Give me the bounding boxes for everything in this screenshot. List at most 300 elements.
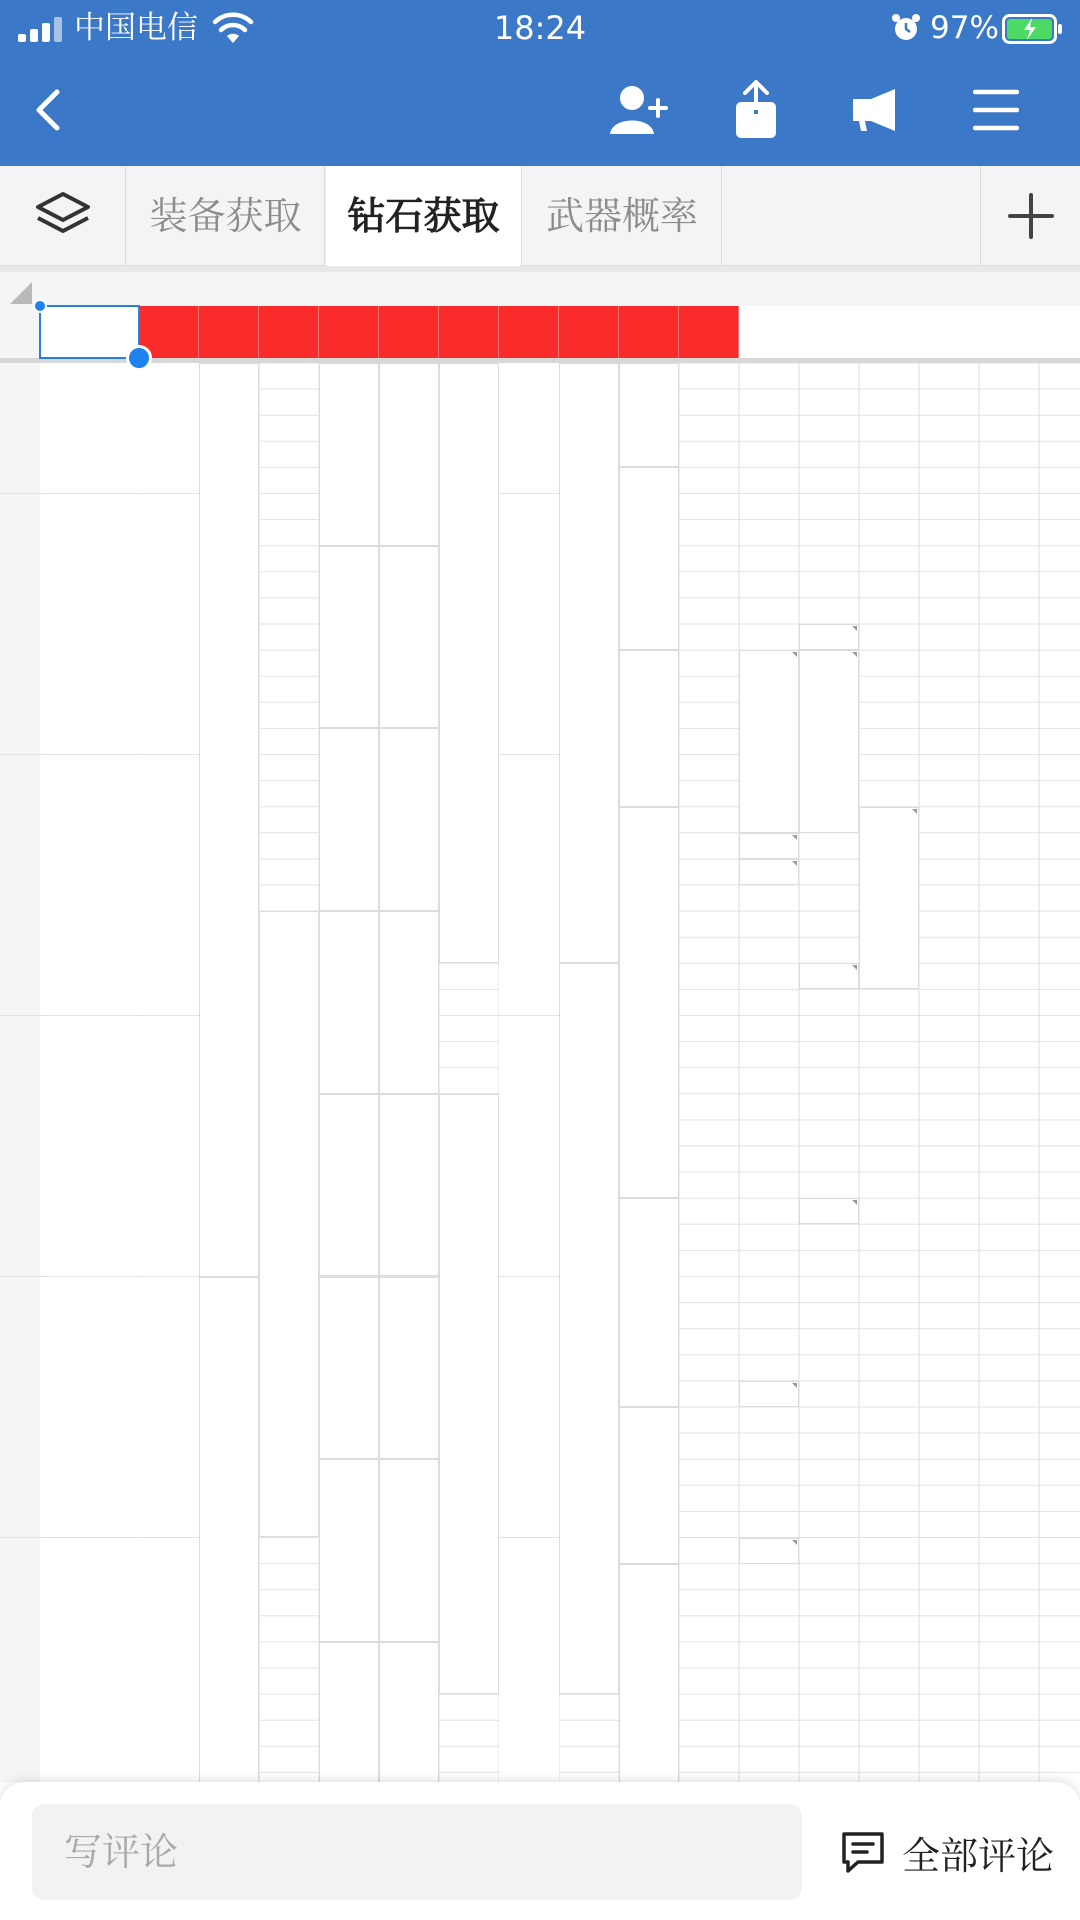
date-cell[interactable] (40, 911, 139, 937)
date-cell[interactable] (40, 1772, 139, 1782)
daily-cell[interactable] (139, 1746, 199, 1772)
row-header-6[interactable] (0, 467, 40, 493)
daily-cell[interactable] (139, 1277, 199, 1303)
column-header-h[interactable] (499, 272, 559, 306)
date-cell[interactable] (40, 963, 139, 989)
date-cell[interactable] (40, 1485, 139, 1511)
date-cell[interactable] (40, 520, 139, 546)
date-cell[interactable] (40, 363, 139, 389)
daily-cell[interactable] (139, 807, 199, 833)
add-collaborator-button[interactable] (600, 72, 680, 148)
daily-cell[interactable] (139, 1224, 199, 1250)
glory-battle-cell[interactable] (499, 1329, 559, 1355)
header-cell-f[interactable] (379, 306, 439, 358)
header-cell-g[interactable] (439, 306, 499, 358)
daily-cell[interactable] (139, 989, 199, 1015)
glory-battle-cell[interactable] (499, 1172, 559, 1198)
glory-battle-cell[interactable] (499, 1277, 559, 1303)
merged-cell-j[interactable] (619, 1407, 679, 1564)
date-cell[interactable] (40, 1381, 139, 1407)
header-cell-k[interactable] (679, 306, 739, 358)
date-cell[interactable] (40, 1277, 139, 1303)
merged-cell-c[interactable] (199, 1277, 259, 1783)
row-header-33[interactable] (0, 1172, 40, 1198)
date-cell[interactable] (40, 1433, 139, 1459)
row-header-1[interactable] (0, 306, 40, 358)
row-header-7[interactable] (0, 494, 40, 520)
column-header-d[interactable] (259, 272, 319, 306)
row-header-28[interactable] (0, 1042, 40, 1068)
date-cell[interactable] (40, 598, 139, 624)
date-cell[interactable] (40, 494, 139, 520)
date-cell[interactable] (40, 1224, 139, 1250)
column-header-m[interactable] (799, 272, 859, 306)
merged-cell-e[interactable] (319, 728, 379, 911)
daily-cell[interactable] (139, 546, 199, 572)
glory-battle-cell[interactable] (499, 702, 559, 728)
column-header-a[interactable] (40, 272, 139, 306)
row-header-3[interactable] (0, 389, 40, 415)
glory-battle-cell[interactable] (499, 494, 559, 520)
date-cell[interactable] (40, 1094, 139, 1120)
row-header-30[interactable] (0, 1094, 40, 1120)
merged-cell-e[interactable] (319, 911, 379, 1094)
daily-cell[interactable] (139, 1120, 199, 1146)
glory-battle-cell[interactable] (499, 1694, 559, 1720)
merged-cell-g[interactable] (439, 1094, 499, 1694)
glory-battle-cell[interactable] (499, 1642, 559, 1668)
row-header-42[interactable] (0, 1407, 40, 1433)
glory-battle-cell[interactable] (499, 1511, 559, 1537)
header-cell-m[interactable] (799, 306, 859, 358)
daily-cell[interactable] (139, 1485, 199, 1511)
merged-cell-f[interactable] (379, 1277, 439, 1460)
row-header-44[interactable] (0, 1459, 40, 1485)
daily-cell[interactable] (139, 702, 199, 728)
daily-cell[interactable] (139, 676, 199, 702)
glory-battle-cell[interactable] (499, 1068, 559, 1094)
daily-cell[interactable] (139, 1172, 199, 1198)
merged-cell-i[interactable] (559, 363, 619, 963)
merged-cell-l[interactable] (739, 859, 799, 885)
date-cell[interactable] (40, 1016, 139, 1042)
column-header-p[interactable] (979, 272, 1039, 306)
date-cell[interactable] (40, 650, 139, 676)
header-cell-q[interactable] (1039, 306, 1080, 358)
row-header-9[interactable] (0, 546, 40, 572)
daily-cell[interactable] (139, 1198, 199, 1224)
daily-cell[interactable] (139, 1459, 199, 1485)
date-cell[interactable] (40, 624, 139, 650)
date-cell[interactable] (40, 1459, 139, 1485)
row-header-51[interactable] (0, 1642, 40, 1668)
merged-cell-e[interactable] (319, 1094, 379, 1277)
merged-cell-e[interactable] (319, 363, 379, 546)
daily-cell[interactable] (139, 624, 199, 650)
row-header-35[interactable] (0, 1224, 40, 1250)
date-cell[interactable] (40, 833, 139, 859)
glory-battle-cell[interactable] (499, 598, 559, 624)
daily-cell[interactable] (139, 911, 199, 937)
daily-cell[interactable] (139, 859, 199, 885)
row-header-5[interactable] (0, 441, 40, 467)
date-cell[interactable] (40, 467, 139, 493)
glory-battle-cell[interactable] (499, 807, 559, 833)
column-header-c[interactable] (199, 272, 259, 306)
glory-battle-cell[interactable] (499, 755, 559, 781)
merged-cell-j[interactable] (619, 363, 679, 467)
glory-battle-cell[interactable] (499, 1224, 559, 1250)
merged-cell-e[interactable] (319, 1459, 379, 1642)
daily-cell[interactable] (139, 781, 199, 807)
row-header-21[interactable] (0, 859, 40, 885)
row-header-15[interactable] (0, 702, 40, 728)
glory-battle-cell[interactable] (499, 624, 559, 650)
daily-cell[interactable] (139, 1720, 199, 1746)
daily-cell[interactable] (139, 467, 199, 493)
row-header-39[interactable] (0, 1329, 40, 1355)
date-cell[interactable] (40, 1746, 139, 1772)
row-header-17[interactable] (0, 755, 40, 781)
date-cell[interactable] (40, 1329, 139, 1355)
row-header-16[interactable] (0, 728, 40, 754)
date-cell[interactable] (40, 885, 139, 911)
tab-diamond-active[interactable]: 钻石获取 (326, 166, 522, 266)
date-cell[interactable] (40, 807, 139, 833)
daily-cell[interactable] (139, 1433, 199, 1459)
merged-cell-f[interactable] (379, 1094, 439, 1277)
date-cell[interactable] (40, 989, 139, 1015)
daily-cell[interactable] (139, 1303, 199, 1329)
merged-cell-l[interactable] (739, 650, 799, 833)
glory-battle-cell[interactable] (499, 937, 559, 963)
glory-battle-cell[interactable] (499, 1459, 559, 1485)
sheet-list-button[interactable] (0, 166, 126, 266)
daily-cell[interactable] (139, 1538, 199, 1564)
header-cell-d[interactable] (259, 306, 319, 358)
glory-battle-cell[interactable] (499, 1250, 559, 1276)
daily-cell[interactable] (139, 728, 199, 754)
menu-button[interactable] (956, 72, 1036, 148)
merged-cell-n[interactable] (859, 807, 919, 990)
daily-cell[interactable] (139, 520, 199, 546)
glory-battle-cell[interactable] (499, 989, 559, 1015)
daily-cell[interactable] (139, 1564, 199, 1590)
date-cell[interactable] (40, 937, 139, 963)
row-header-38[interactable] (0, 1303, 40, 1329)
column-header-i[interactable] (559, 272, 619, 306)
glory-battle-cell[interactable] (499, 1668, 559, 1694)
glory-battle-cell[interactable] (499, 781, 559, 807)
daily-cell[interactable] (139, 650, 199, 676)
row-header-8[interactable] (0, 520, 40, 546)
glory-battle-cell[interactable] (499, 1538, 559, 1564)
glory-battle-cell[interactable] (499, 1146, 559, 1172)
merged-cell-j[interactable] (619, 1564, 679, 1782)
row-header-23[interactable] (0, 911, 40, 937)
header-cell-l[interactable] (739, 306, 799, 358)
share-button[interactable] (716, 72, 796, 148)
column-header-n[interactable] (859, 272, 919, 306)
row-header-31[interactable] (0, 1120, 40, 1146)
row-header-53[interactable] (0, 1694, 40, 1720)
daily-cell[interactable] (139, 963, 199, 989)
daily-cell[interactable] (139, 1668, 199, 1694)
merged-cell-m[interactable] (799, 1198, 859, 1224)
daily-cell[interactable] (139, 1094, 199, 1120)
daily-cell[interactable] (139, 1772, 199, 1782)
merged-cell-m[interactable] (799, 650, 859, 833)
row-header-47[interactable] (0, 1538, 40, 1564)
date-cell[interactable] (40, 702, 139, 728)
glory-battle-cell[interactable] (499, 1564, 559, 1590)
glory-battle-cell[interactable] (499, 728, 559, 754)
merged-cell-c[interactable] (199, 363, 259, 1277)
merged-cell-i[interactable] (559, 963, 619, 1694)
merged-cell-f[interactable] (379, 1642, 439, 1782)
row-header-29[interactable] (0, 1068, 40, 1094)
date-cell[interactable] (40, 1642, 139, 1668)
daily-cell[interactable] (139, 1042, 199, 1068)
glory-battle-cell[interactable] (499, 389, 559, 415)
glory-battle-cell[interactable] (499, 963, 559, 989)
row-header-37[interactable] (0, 1277, 40, 1303)
row-header-36[interactable] (0, 1250, 40, 1276)
glory-battle-cell[interactable] (499, 1120, 559, 1146)
daily-cell[interactable] (139, 1146, 199, 1172)
merged-cell-f[interactable] (379, 546, 439, 729)
date-cell[interactable] (40, 1355, 139, 1381)
column-header-k[interactable] (679, 272, 739, 306)
daily-cell[interactable] (139, 1694, 199, 1720)
glory-battle-cell[interactable] (499, 885, 559, 911)
column-header-b[interactable] (139, 272, 199, 306)
merged-cell-f[interactable] (379, 911, 439, 1094)
merged-cell-f[interactable] (379, 728, 439, 911)
column-header-l[interactable] (739, 272, 799, 306)
row-header-32[interactable] (0, 1146, 40, 1172)
header-cell-o[interactable] (919, 306, 979, 358)
row-header-11[interactable] (0, 598, 40, 624)
glory-battle-cell[interactable] (499, 650, 559, 676)
date-cell[interactable] (40, 1564, 139, 1590)
column-header-q[interactable] (1039, 272, 1080, 306)
glory-battle-cell[interactable] (499, 676, 559, 702)
announcement-button[interactable] (836, 72, 916, 148)
row-header-34[interactable] (0, 1198, 40, 1224)
merged-cell-l[interactable] (739, 833, 799, 859)
date-cell[interactable] (40, 415, 139, 441)
date-cell[interactable] (40, 781, 139, 807)
merged-cell-g[interactable] (439, 363, 499, 963)
header-cell-i[interactable] (559, 306, 619, 358)
tab-equipment[interactable]: 装备获取 (127, 166, 325, 266)
glory-battle-cell[interactable] (499, 859, 559, 885)
glory-battle-cell[interactable] (499, 1616, 559, 1642)
merged-cell-l[interactable] (739, 1381, 799, 1407)
date-cell[interactable] (40, 1538, 139, 1564)
glory-battle-cell[interactable] (499, 1355, 559, 1381)
header-cell-c[interactable] (199, 306, 259, 358)
daily-cell[interactable] (139, 1329, 199, 1355)
daily-cell[interactable] (139, 1355, 199, 1381)
glory-battle-cell[interactable] (499, 1433, 559, 1459)
date-cell[interactable] (40, 1042, 139, 1068)
all-comments-button[interactable] (840, 1804, 1070, 1900)
merged-cell-f[interactable] (379, 1459, 439, 1642)
header-cell-j[interactable] (619, 306, 679, 358)
tab-weapon-rate[interactable]: 武器概率 (523, 166, 722, 266)
column-header-e[interactable] (319, 272, 379, 306)
header-cell-p[interactable] (979, 306, 1039, 358)
daily-cell[interactable] (139, 389, 199, 415)
daily-cell[interactable] (139, 937, 199, 963)
date-cell[interactable] (40, 572, 139, 598)
row-header-49[interactable] (0, 1590, 40, 1616)
date-cell[interactable] (40, 1146, 139, 1172)
row-header-54[interactable] (0, 1720, 40, 1746)
glory-battle-cell[interactable] (499, 1198, 559, 1224)
date-cell[interactable] (40, 389, 139, 415)
merged-cell-e[interactable] (319, 546, 379, 729)
row-header-14[interactable] (0, 676, 40, 702)
daily-cell[interactable] (139, 1590, 199, 1616)
merged-cell-e[interactable] (319, 1277, 379, 1460)
glory-battle-cell[interactable] (499, 1303, 559, 1329)
daily-cell[interactable] (139, 1381, 199, 1407)
glory-battle-cell[interactable] (499, 1746, 559, 1772)
date-cell[interactable] (40, 1172, 139, 1198)
glory-battle-cell[interactable] (499, 1381, 559, 1407)
daily-cell[interactable] (139, 1616, 199, 1642)
row-header-20[interactable] (0, 833, 40, 859)
glory-battle-cell[interactable] (499, 1016, 559, 1042)
daily-cell[interactable] (139, 755, 199, 781)
merged-cell-d[interactable] (259, 911, 319, 1537)
date-cell[interactable] (40, 1407, 139, 1433)
glory-battle-cell[interactable] (499, 1485, 559, 1511)
glory-battle-cell[interactable] (499, 911, 559, 937)
date-cell[interactable] (40, 1720, 139, 1746)
daily-cell[interactable] (139, 833, 199, 859)
header-cell-h[interactable] (499, 306, 559, 358)
row-header-43[interactable] (0, 1433, 40, 1459)
comment-input[interactable]: 写评论 (32, 1804, 802, 1900)
date-cell[interactable] (40, 1668, 139, 1694)
date-cell[interactable] (40, 1198, 139, 1224)
merged-cell-j[interactable] (619, 1198, 679, 1407)
row-header-4[interactable] (0, 415, 40, 441)
glory-battle-cell[interactable] (499, 467, 559, 493)
glory-battle-cell[interactable] (499, 415, 559, 441)
row-header-26[interactable] (0, 989, 40, 1015)
row-header-52[interactable] (0, 1668, 40, 1694)
header-cell-n[interactable] (859, 306, 919, 358)
row-header-40[interactable] (0, 1355, 40, 1381)
glory-battle-cell[interactable] (499, 363, 559, 389)
glory-battle-cell[interactable] (499, 1720, 559, 1746)
daily-cell[interactable] (139, 885, 199, 911)
spreadsheet-viewport[interactable] (0, 272, 1080, 1782)
merged-cell-m[interactable] (799, 624, 859, 650)
merged-cell-f[interactable] (379, 363, 439, 546)
column-header-g[interactable] (439, 272, 499, 306)
row-header-2[interactable] (0, 363, 40, 389)
daily-cell[interactable] (139, 572, 199, 598)
header-cell-e[interactable] (319, 306, 379, 358)
glory-battle-cell[interactable] (499, 1094, 559, 1120)
add-sheet-button[interactable] (980, 166, 1080, 266)
date-cell[interactable] (40, 1616, 139, 1642)
column-header-f[interactable] (379, 272, 439, 306)
column-header-o[interactable] (919, 272, 979, 306)
date-cell[interactable] (40, 1511, 139, 1537)
merged-cell-j[interactable] (619, 650, 679, 807)
daily-cell[interactable] (139, 1642, 199, 1668)
row-header-10[interactable] (0, 572, 40, 598)
glory-battle-cell[interactable] (499, 1042, 559, 1068)
daily-cell[interactable] (139, 1016, 199, 1042)
daily-cell[interactable] (139, 598, 199, 624)
glory-battle-cell[interactable] (499, 572, 559, 598)
merged-cell-j[interactable] (619, 807, 679, 1199)
daily-cell[interactable] (139, 415, 199, 441)
glory-battle-cell[interactable] (499, 1772, 559, 1782)
date-cell[interactable] (40, 755, 139, 781)
date-cell[interactable] (40, 1694, 139, 1720)
row-header-50[interactable] (0, 1616, 40, 1642)
selection-handle-bottom[interactable] (126, 345, 152, 371)
selection-handle-top[interactable] (33, 299, 47, 313)
row-header-56[interactable] (0, 1772, 40, 1782)
glory-battle-cell[interactable] (499, 1590, 559, 1616)
date-cell[interactable] (40, 1590, 139, 1616)
glory-battle-cell[interactable] (499, 1407, 559, 1433)
glory-battle-cell[interactable] (499, 833, 559, 859)
merged-cell-j[interactable] (619, 467, 679, 650)
daily-cell[interactable] (139, 1068, 199, 1094)
date-cell[interactable] (40, 546, 139, 572)
merged-cell-e[interactable] (319, 1642, 379, 1782)
row-header-24[interactable] (0, 937, 40, 963)
date-cell[interactable] (40, 1303, 139, 1329)
row-header-41[interactable] (0, 1381, 40, 1407)
date-cell[interactable] (40, 728, 139, 754)
row-header-45[interactable] (0, 1485, 40, 1511)
daily-cell[interactable] (139, 1407, 199, 1433)
glory-battle-cell[interactable] (499, 441, 559, 467)
merged-cell-l[interactable] (739, 1538, 799, 1564)
row-header-18[interactable] (0, 781, 40, 807)
row-header-19[interactable] (0, 807, 40, 833)
row-header-46[interactable] (0, 1511, 40, 1537)
row-header-27[interactable] (0, 1016, 40, 1042)
date-cell[interactable] (40, 441, 139, 467)
daily-cell[interactable] (139, 494, 199, 520)
column-header-j[interactable] (619, 272, 679, 306)
date-cell[interactable] (40, 859, 139, 885)
merged-cell-m[interactable] (799, 963, 859, 989)
daily-cell[interactable] (139, 1511, 199, 1537)
date-cell[interactable] (40, 1120, 139, 1146)
row-header-25[interactable] (0, 963, 40, 989)
glory-battle-cell[interactable] (499, 520, 559, 546)
back-button[interactable] (18, 72, 78, 148)
daily-cell[interactable] (139, 441, 199, 467)
row-header-22[interactable] (0, 885, 40, 911)
row-header-12[interactable] (0, 624, 40, 650)
glory-battle-cell[interactable] (499, 546, 559, 572)
